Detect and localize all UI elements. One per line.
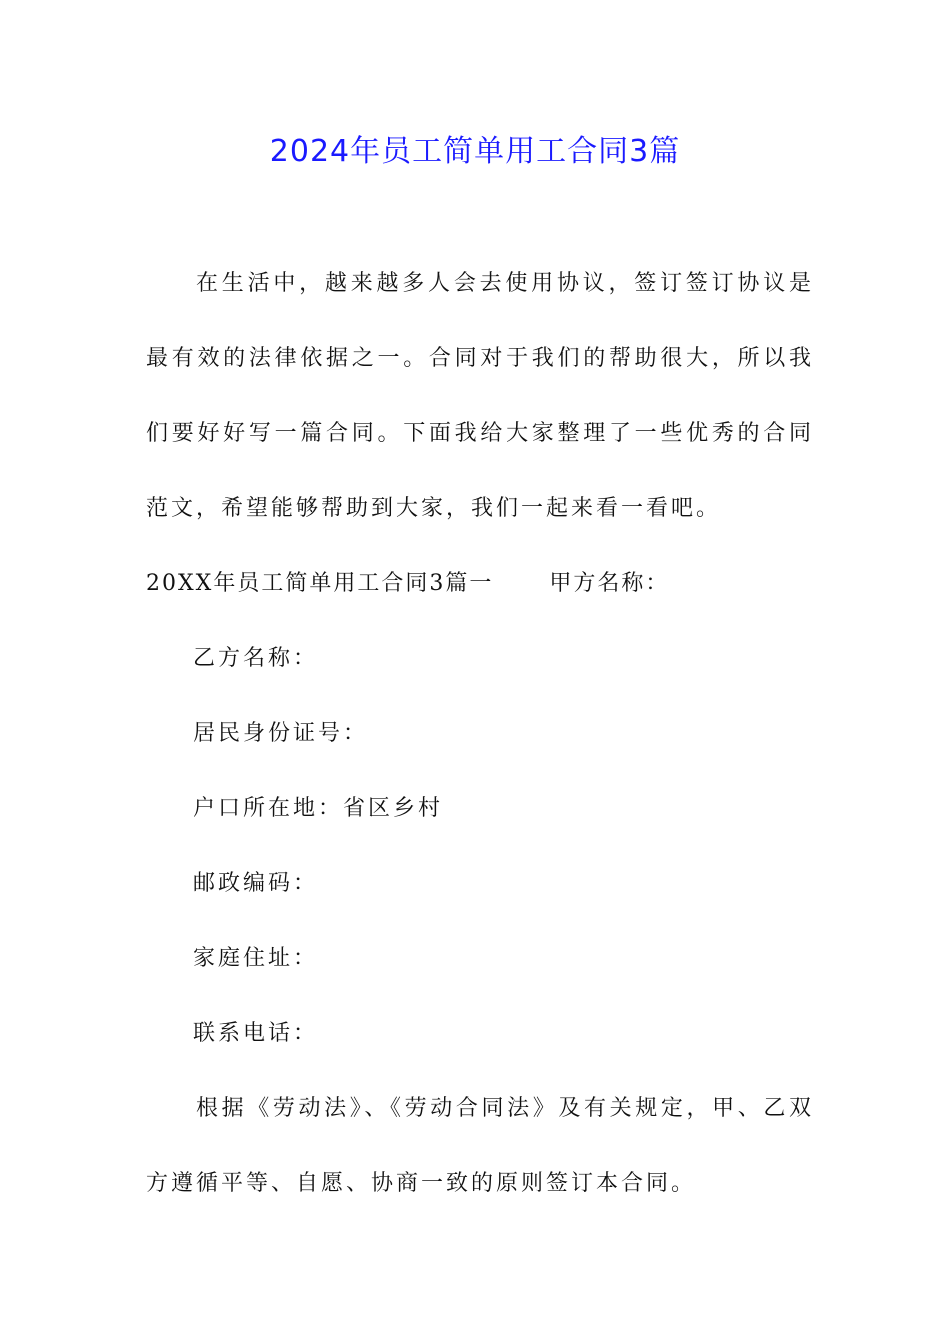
intro-paragraph: 在生活中，越来越多人会去使用协议，签订签订协议是最有效的法律依据之一。合同对于我们的帮助很大，所以我们要好好写一篇合同。下面我给大家整理了一些优秀的合同范文，希望能够帮助到大家，我们一起来看一看吧。 [146,271,814,521]
field-party-b: 乙方名称： [193,646,319,671]
field-id-number: 居民身份证号： [193,721,369,746]
field-postal-code: 邮政编码： [193,871,319,896]
section-heading-line [146,546,669,621]
field-household-registration: 户口所在地：省区乡村 [193,796,444,821]
field-phone: 联系电话： [193,1021,319,1046]
section-heading: 20XX年员工简单用工合同3篇一 [146,571,494,596]
legal-basis-paragraph: 根据《劳动法》、《劳动合同法》及有关规定，甲、乙双方遵循平等、自愿、协商一致的原则签订本合同。 [146,1096,814,1196]
document-title: 2024年员工简单用工合同3篇 [269,134,681,169]
party-a-label: 甲方名称： [549,571,670,596]
field-home-address: 家庭住址： [193,946,319,971]
